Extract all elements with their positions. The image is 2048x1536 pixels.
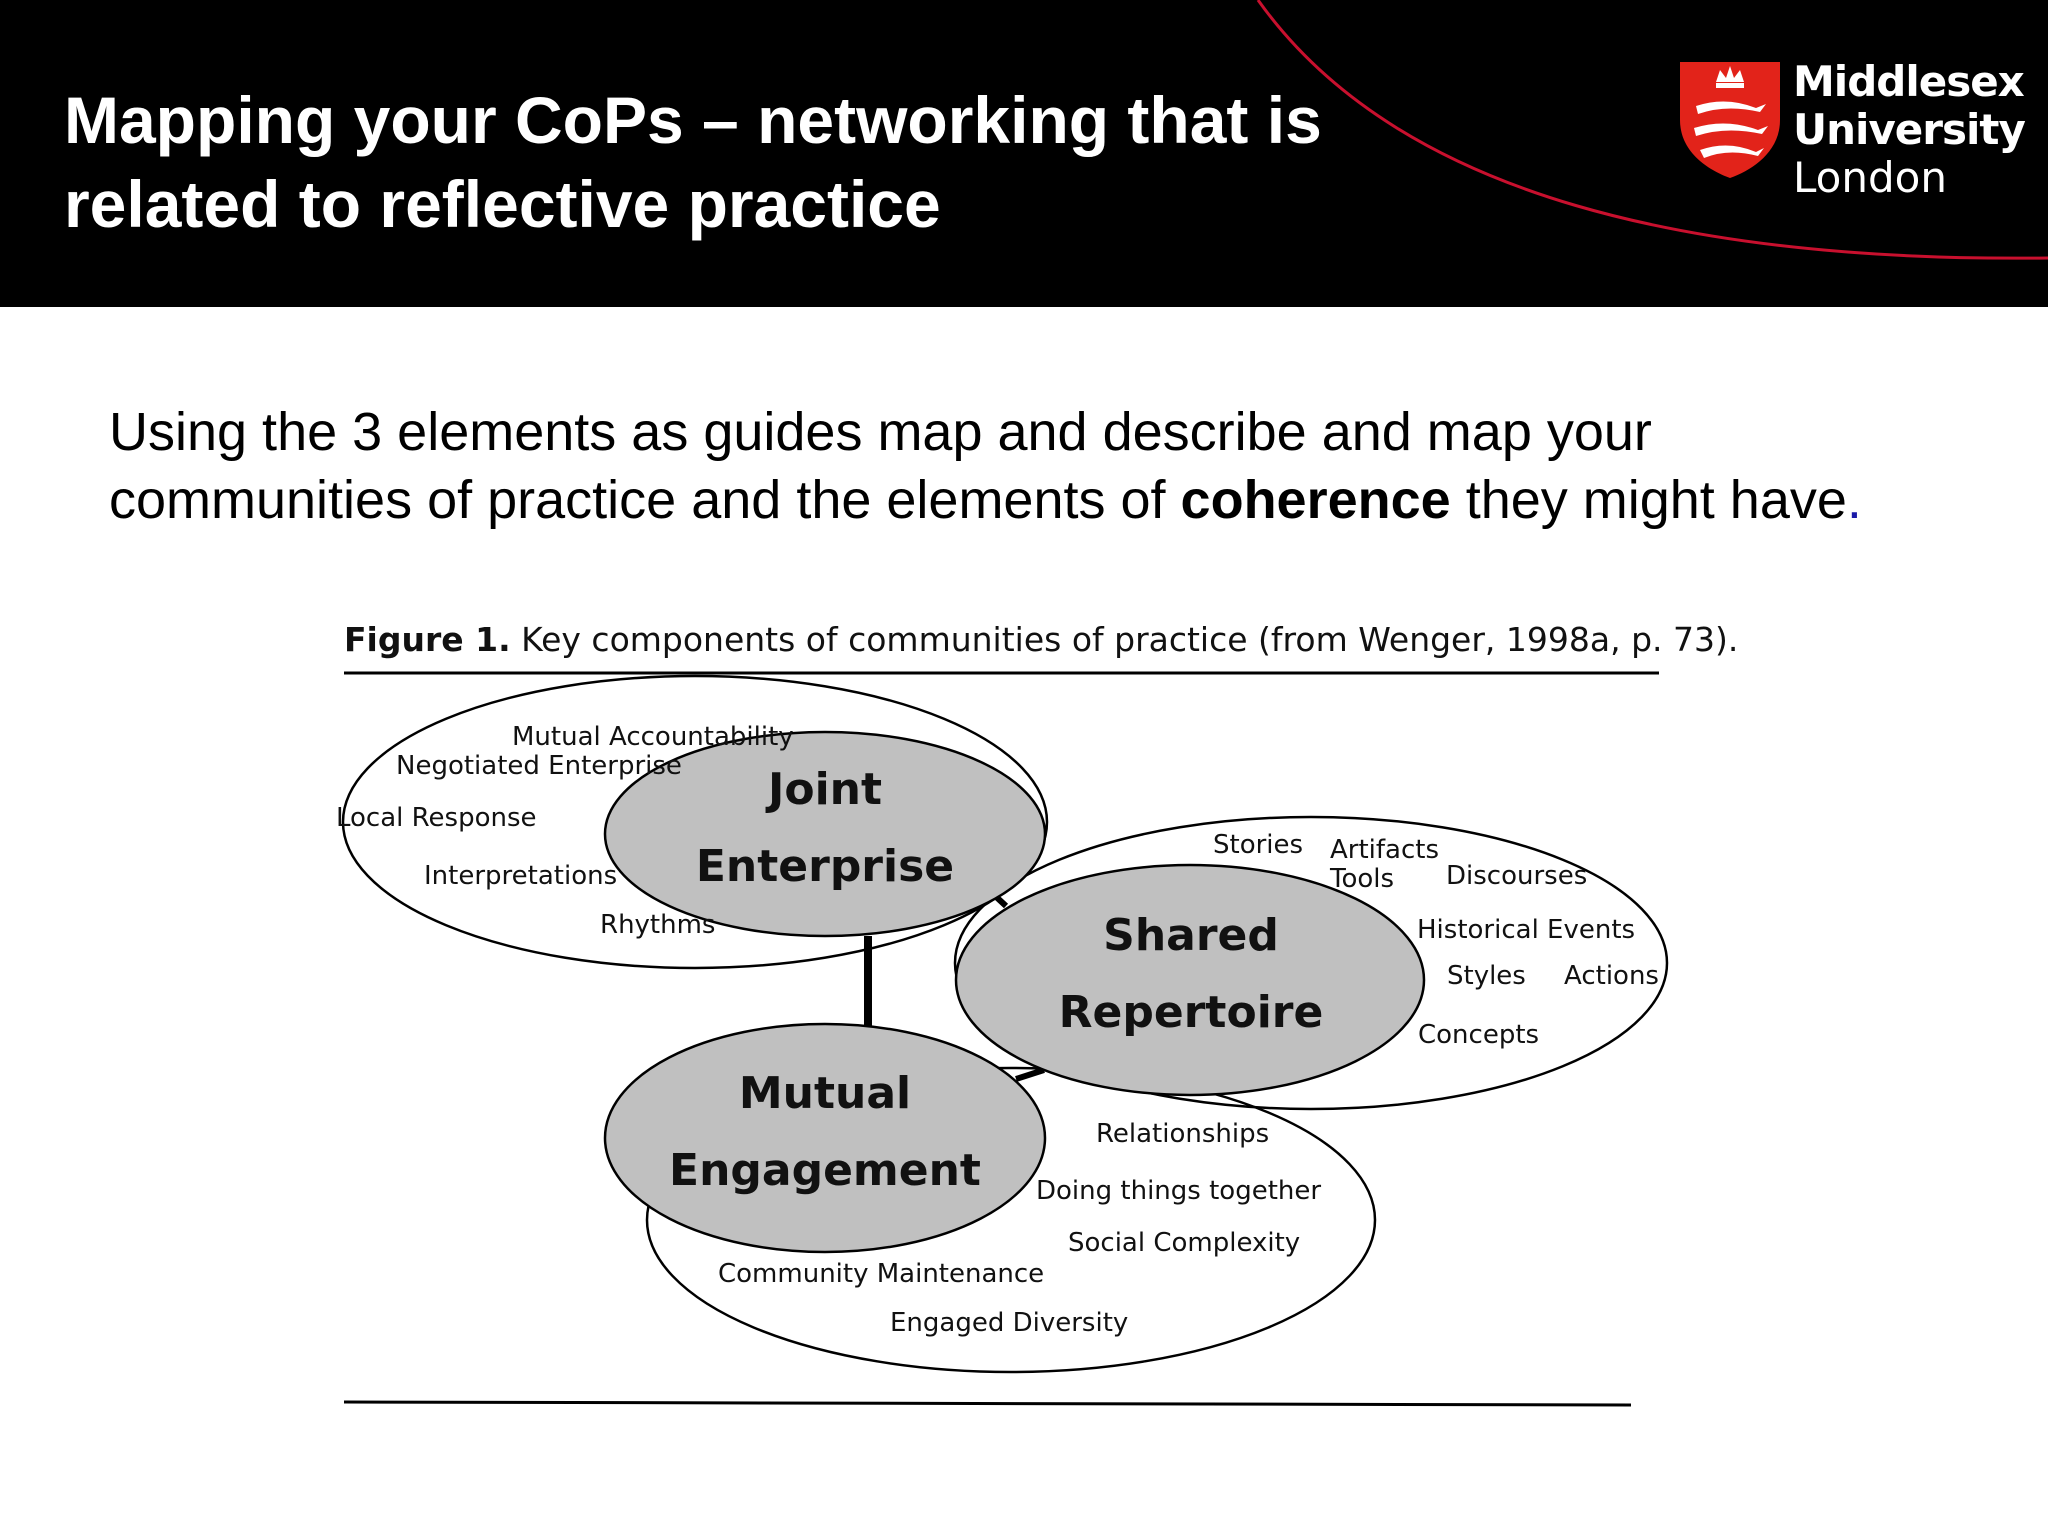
mutual-engagement-title-line-2: Engagement: [669, 1145, 981, 1196]
shared-repertoire-core: [956, 865, 1424, 1095]
intro-emphasis: coherence: [1180, 470, 1451, 530]
figure-caption-text: Key components of communities of practice (from Wenger, 1998a, p. 73).: [510, 620, 1739, 659]
sr-item-stories: Stories: [1213, 830, 1304, 860]
shared-repertoire-title-line-1: Shared: [1103, 910, 1279, 961]
je-item-rhythms: Rhythms: [600, 910, 716, 940]
mutual-engagement-title-line-1: Mutual: [738, 1068, 912, 1119]
slide-title-line-2: related to reflective practice: [64, 167, 941, 241]
je-item-mutual-accountability: Mutual Accountability: [512, 722, 794, 752]
je-item-interpretations: Interpretations: [424, 861, 618, 891]
je-item-local-response: Local Response: [336, 803, 537, 833]
me-item-relationships: Relationships: [1096, 1119, 1270, 1149]
repertoire-to-engagement-connector: [1016, 1070, 1044, 1079]
intro-period: .: [1846, 470, 1862, 530]
logo-line-3: London: [1793, 153, 1947, 202]
mutual-engagement-core: [605, 1024, 1045, 1252]
logo-line-1: Middlesex: [1793, 57, 2024, 106]
me-item-community-maintenance: Community Maintenance: [718, 1259, 1045, 1289]
me-item-doing-things-together: Doing things together: [1036, 1176, 1322, 1206]
je-item-negotiated-enterprise: Negotiated Enterprise: [396, 751, 682, 781]
joint-enterprise-title-line-1: Joint: [767, 764, 883, 815]
me-item-engaged-diversity: Engaged Diversity: [890, 1308, 1129, 1338]
bottom-rule: [344, 1402, 1631, 1405]
sr-item-actions: Actions: [1564, 961, 1659, 991]
sr-item-concepts: Concepts: [1418, 1020, 1540, 1050]
slide-title-line-1: Mapping your CoPs – networking that is: [64, 83, 1322, 157]
figure-caption: [344, 620, 1738, 659]
logo-line-2: University: [1793, 105, 2025, 154]
sr-item-artifacts: Artifacts: [1330, 835, 1440, 865]
sr-item-tools: Tools: [1330, 864, 1395, 894]
shared-repertoire-title-line-2: Repertoire: [1058, 987, 1324, 1038]
intro-text-part-2: they might have: [1450, 470, 1847, 530]
figure-caption-label: Figure 1.: [344, 620, 511, 659]
sr-item-historical-events: Historical Events: [1417, 915, 1636, 945]
me-item-social-complexity: Social Complexity: [1068, 1228, 1301, 1258]
intro-text-part-1: Using the 3 elements as guides map and describe and map your communities of practice and the elements of: [109, 402, 1652, 530]
joint-enterprise-title-line-2: Enterprise: [695, 841, 955, 892]
sr-item-styles: Styles: [1447, 961, 1526, 991]
sr-item-discourses: Discourses: [1446, 861, 1588, 891]
